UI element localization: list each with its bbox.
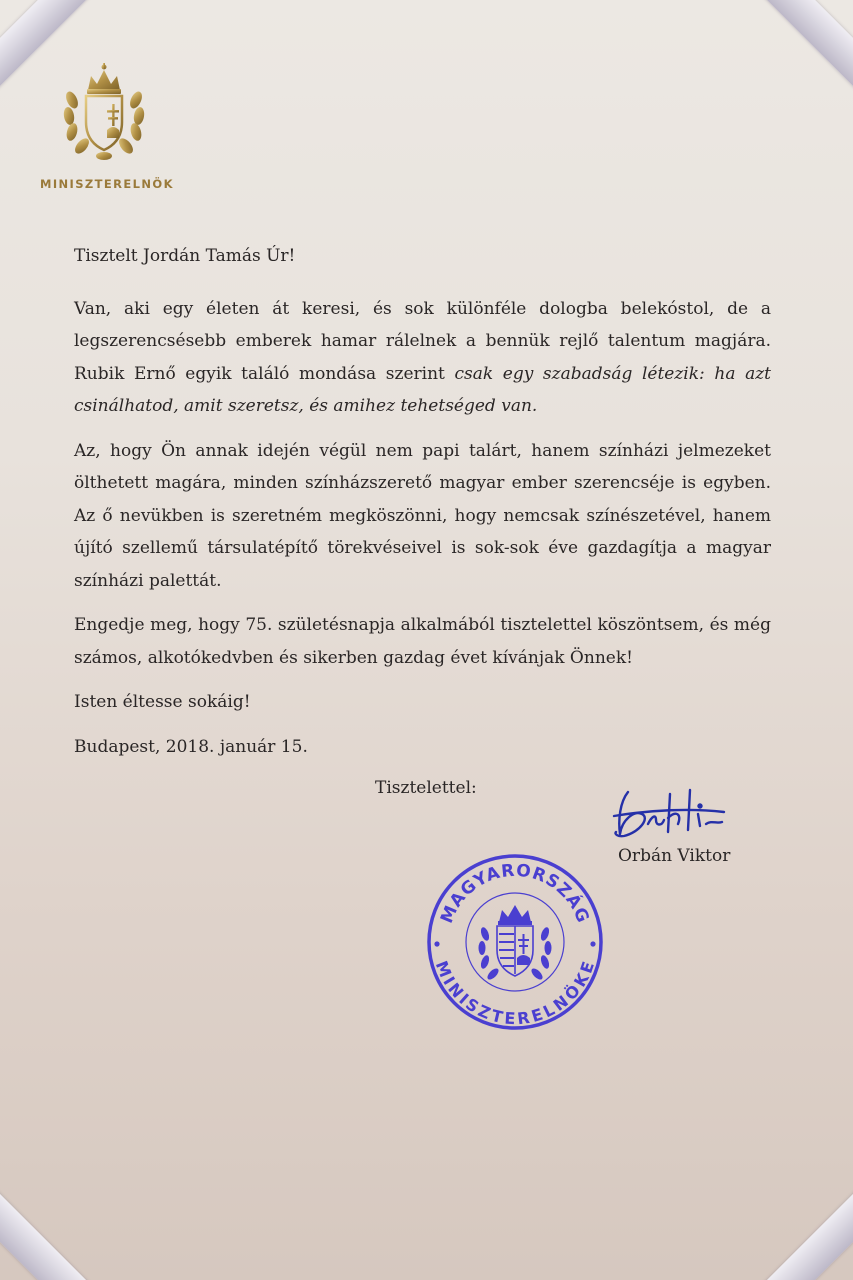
corner-ribbon-top-right (709, 0, 853, 176)
stamp-bottom-text: MINISZTERELNÖKE (431, 958, 599, 1029)
paragraph-1-text: Van, aki egy életen át keresi, és sok különféle dologba belekóstol, de a legszerencsésebb emberek hamar rálelnek a bennük rejlő talentum magjára. Rubik Ernő egyik találó mondása szerint (74, 298, 771, 384)
salutation: Tisztelt Jordán Tamás Úr! (74, 246, 296, 266)
regards: Tisztelettel: (375, 778, 477, 798)
wish-line: Isten éltesse sokáig! (74, 692, 251, 712)
paragraph-1-quote: csak egy szabadság létezik: ha azt csinálhatod, amit szeretsz, és amihez tehetséged van. (74, 363, 771, 416)
paragraph-1 (74, 293, 771, 423)
corner-ribbon-bottom-left (0, 1104, 144, 1280)
place-date: Budapest, 2018. január 15. (74, 736, 308, 757)
letter-body (74, 240, 771, 775)
stamp-top-text: MAGYARORSZÁG (436, 860, 594, 927)
handwritten-signature-icon (610, 780, 730, 845)
official-stamp-icon (425, 852, 605, 1032)
paragraph-3: Engedje meg, hogy 75. születésnapja alkalmából tisztelettel köszöntsem, és még számos, alkotókedvben és sikerben gazdag évet kívánjak Önnek! (74, 615, 771, 668)
hungarian-coat-of-arms-icon (58, 60, 150, 164)
office-name: MINISZTERELNÖK (40, 177, 174, 191)
paragraph-2: Az, hogy Ön annak idején végül nem papi talárt, hanem színházi jelmezeket ölthetett magára, minden színházszerető magyar ember szerencséje is egyben. Az ő nevükben is szeretném megköszönni, hogy nemcsak színészetével, hanem újító szellemű társulatépítő törekvéseivel is sok-sok éve gazdagítja a magyar színházi palettát. (74, 440, 771, 591)
signer-name: Orbán Viktor (618, 846, 731, 866)
corner-ribbon-bottom-right (709, 1104, 853, 1280)
